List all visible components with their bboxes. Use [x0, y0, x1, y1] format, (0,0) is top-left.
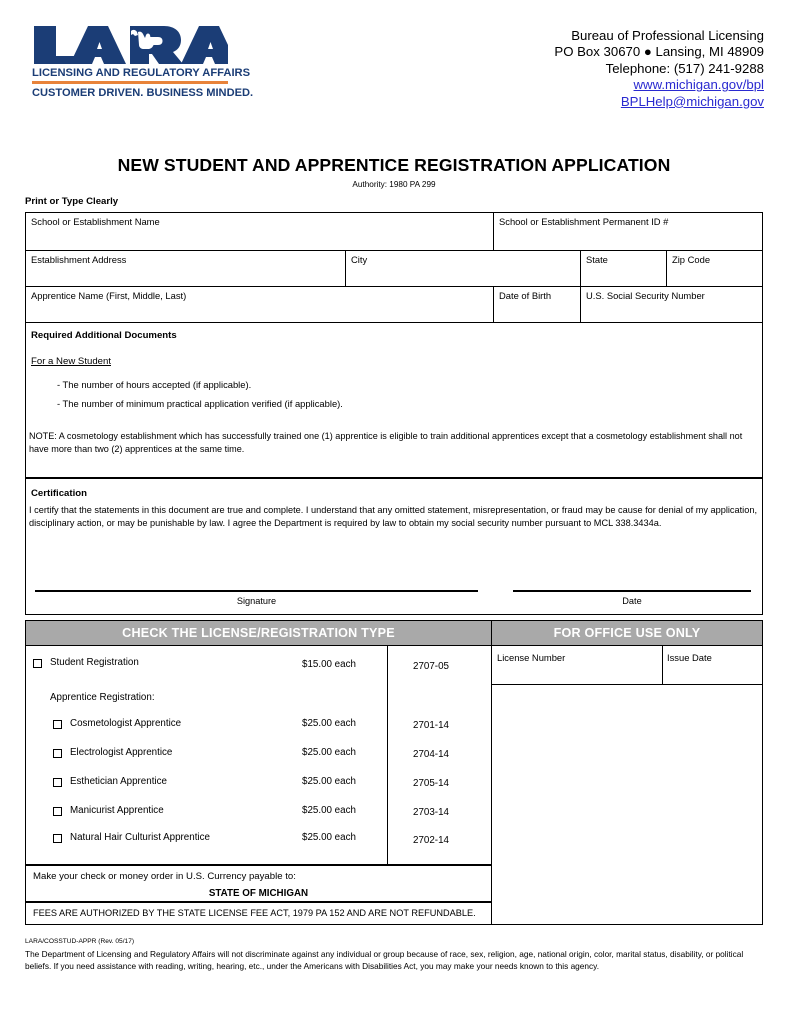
checkbox-manicurist-apprentice[interactable] [53, 807, 62, 816]
fee-amount-4: $25.00 each [302, 805, 356, 816]
input-city[interactable] [346, 264, 552, 285]
required-documents-heading: Required Additional Documents [31, 330, 177, 341]
label-date-of-birth: Date of Birth [499, 290, 552, 301]
input-apprentice-name[interactable] [27, 300, 465, 321]
required-documents-note: NOTE: A cosmetology establishment which has successfully trained one (1) apprentice is eligible to train additional apprentices except that a cosmetology establishment shall not have more than two (2) apprentices at the same time. [29, 431, 743, 454]
bureau-name: Bureau of Professional Licensing [571, 28, 764, 43]
page-header [24, 22, 764, 130]
signature-line[interactable] [35, 590, 478, 592]
license-type-header: CHECK THE LICENSE/REGISTRATION TYPE [25, 620, 492, 646]
date-caption: Date [622, 596, 642, 606]
fee-label-5: Natural Hair Culturist Apprentice [70, 832, 210, 843]
label-apprentice-name: Apprentice Name (First, Middle, Last) [31, 290, 187, 301]
certification-body: I certify that the statements in this document are true and complete. I understand that any omitted statement, misrepresentation, or fraud may be cause for denial of my application, disciplinary action, or may be punishable by law. I agree the Department is required by law to obtain my social security number pursuant to MCL 338.3434a. [29, 505, 757, 529]
input-zip[interactable] [667, 264, 761, 285]
nondiscrimination-disclaimer: The Department of Licensing and Regulatory Affairs will not discriminate against any individual or group because of race, sex, religion, age, national origin, color, marital status, disability, or political beliefs. If you need assistance with reading, writing, hearing, etc., under the Americans with Disabilities Act, you may make your needs known to this agency. [25, 949, 744, 971]
office-use-header: FOR OFFICE USE ONLY [491, 620, 763, 646]
lara-tagline-primary: LICENSING AND REGULATORY AFFAIRS [32, 67, 251, 79]
mailing-address: PO Box 30670 ● Lansing, MI 48909 [554, 44, 764, 60]
fee-code-4: 2703-14 [413, 807, 449, 818]
fee-code-5: 2702-14 [413, 835, 449, 846]
fee-amount-2: $25.00 each [302, 747, 356, 758]
fee-label-1: Cosmetologist Apprentice [70, 718, 182, 729]
label-state: State [586, 254, 608, 265]
label-establishment-address: Establishment Address [31, 254, 127, 265]
checkbox-student-registration[interactable] [33, 659, 42, 668]
fee-code-0: 2707-05 [413, 661, 449, 672]
label-ssn: U.S. Social Security Number [586, 290, 705, 301]
lara-logo [32, 24, 254, 99]
fee-label-3: Esthetician Apprentice [70, 776, 167, 787]
required-documents-bullet-1: - The number of hours accepted (if applicable). [57, 379, 252, 390]
fee-amount-1: $25.00 each [302, 718, 356, 729]
payment-instruction: Make your check or money order in U.S. Currency payable to: [33, 871, 296, 882]
date-line[interactable] [513, 590, 751, 592]
certification-heading: Certification [31, 488, 87, 499]
website-link[interactable]: www.michigan.gov/bpl [633, 77, 764, 93]
agency-contact-block [554, 28, 764, 110]
fee-amount-5: $25.00 each [302, 832, 356, 843]
fee-amount-3: $25.00 each [302, 776, 356, 787]
label-license-number: License Number [497, 652, 566, 663]
label-school-name: School or Establishment Name [31, 216, 160, 227]
input-date-of-birth[interactable] [469, 300, 552, 321]
office-use-notes-area[interactable] [493, 685, 761, 923]
authority-line: Authority: 1980 PA 299 [352, 180, 436, 189]
fee-code-2: 2704-14 [413, 749, 449, 760]
fee-code-3: 2705-14 [413, 778, 449, 789]
form-revision-code: LARA/COSSTUD-APPR (Rev. 05/17) [25, 938, 135, 945]
required-documents-subheading: For a New Student [31, 356, 111, 367]
input-school-name[interactable] [27, 226, 465, 249]
input-school-id[interactable] [494, 226, 761, 249]
input-establishment-address[interactable] [27, 264, 317, 285]
fee-amount-0: $15.00 each [302, 659, 356, 670]
fees-notice: FEES ARE AUTHORIZED BY THE STATE LICENSE FEE ACT, 1979 PA 152 AND ARE NOT REFUNDABLE. [33, 908, 476, 918]
lara-orange-rule [32, 81, 228, 84]
signature-caption: Signature [236, 596, 277, 606]
fee-label-4: Manicurist Apprentice [70, 805, 164, 816]
label-issue-date: Issue Date [667, 652, 712, 663]
checkbox-natural-hair-culturist-apprentice[interactable] [53, 834, 62, 843]
label-city: City [351, 254, 368, 265]
fee-code-1: 2701-14 [413, 720, 449, 731]
certification-section [25, 478, 763, 615]
checkbox-electrologist-apprentice[interactable] [53, 749, 62, 758]
label-zip: Zip Code [672, 254, 711, 265]
checkbox-cosmetologist-apprentice[interactable] [53, 720, 62, 729]
label-school-id: School or Establishment Permanent ID # [499, 216, 669, 227]
email-link[interactable]: BPLHelp@michigan.gov [620, 93, 764, 109]
page-title: NEW STUDENT AND APPRENTICE REGISTRATION APPLICATION [117, 155, 671, 175]
apprentice-group-label: Apprentice Registration: [50, 692, 155, 703]
input-issue-date[interactable] [663, 663, 761, 682]
lara-tagline-secondary: CUSTOMER DRIVEN. BUSINESS MINDED. [32, 86, 254, 99]
checkbox-esthetician-apprentice[interactable] [53, 778, 62, 787]
fee-label-0: Student Registration [50, 657, 139, 668]
input-state[interactable] [581, 264, 638, 285]
print-instruction: Print or Type Clearly [25, 196, 119, 207]
fee-label-2: Electrologist Apprentice [70, 747, 173, 758]
input-license-number[interactable] [493, 663, 659, 682]
input-ssn[interactable] [556, 300, 761, 321]
lara-wordmark-icon [32, 24, 228, 66]
required-documents-bullet-2: - The number of minimum practical application verified (if applicable). [57, 398, 343, 409]
payment-payee: STATE OF MICHIGAN [208, 888, 309, 899]
telephone: Telephone: (517) 241-9288 [605, 60, 764, 76]
